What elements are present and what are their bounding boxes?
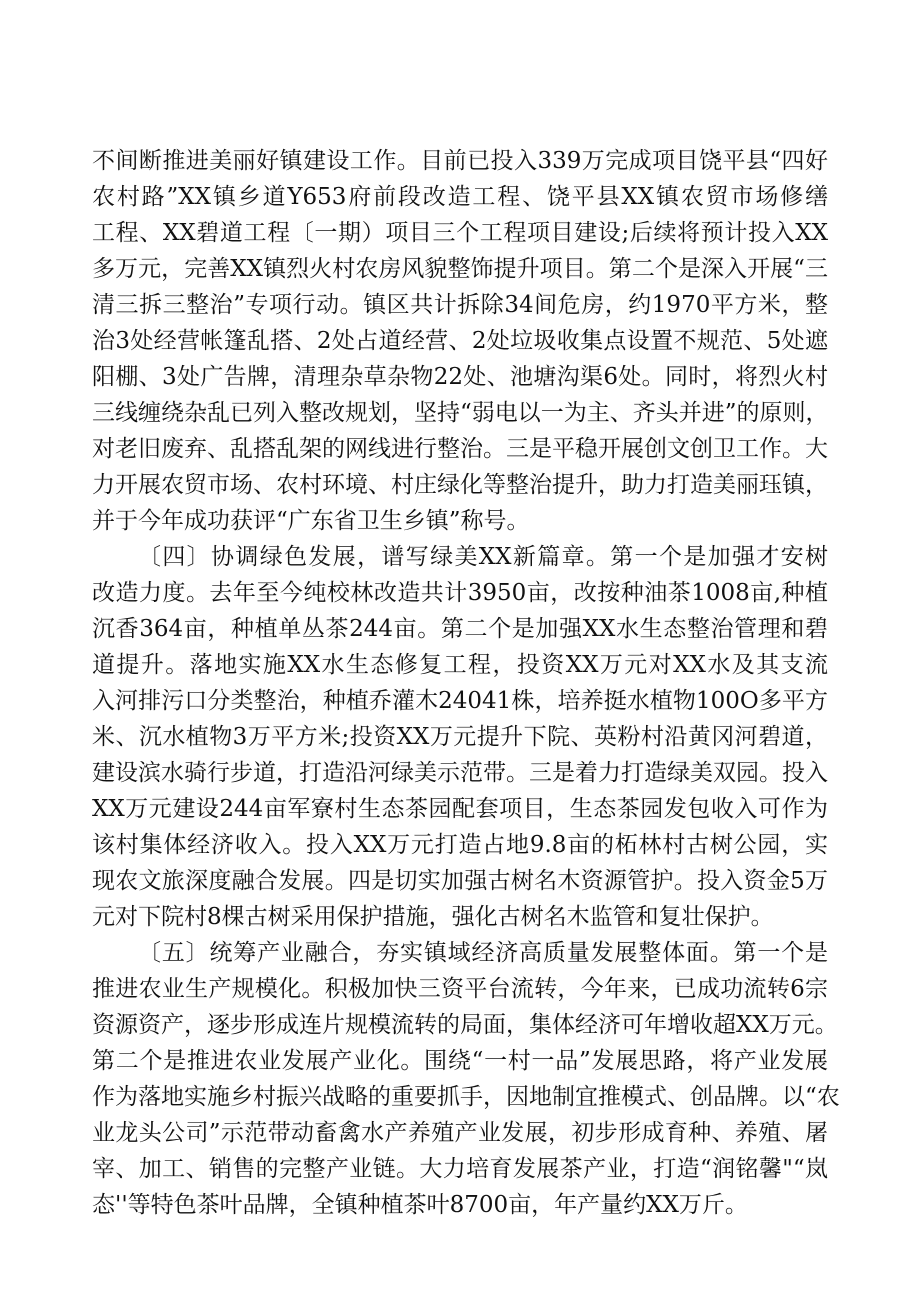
text-line: XX万元建设244亩军寮村生态茶园配套项目，生态茶园发包收入可作为 xyxy=(92,796,828,822)
text-line: 多万元，完善XX镇烈火村农房风貌整饰提升项目。第二个是深入开展“三 xyxy=(92,256,828,282)
text-line: 阳棚、3处广告牌，清理杂草杂物22处、池塘沟渠6处。同时，将烈火村 xyxy=(92,364,828,390)
text-line: 清三拆三整治”专项行动。镇区共计拆除34间危房，约1970平方米，整 xyxy=(92,292,828,318)
text-line: 元对下院村8棵古树采用保护措施，强化古树名木监管和复壮保护。 xyxy=(92,904,774,930)
text-line: 第二个是推进农业发展产业化。围绕“一村一品”发展思路，将产业发展 xyxy=(92,1048,828,1074)
text-line: 对老旧废弃、乱搭乱架的网线进行整治。三是平稳开展创文创卫工作。大 xyxy=(92,436,828,462)
text-line: 业龙头公司”示范带动畜禽水产养殖产业发展，初步形成育种、养殖、屠 xyxy=(92,1120,828,1146)
document-body xyxy=(92,143,840,1223)
text-line: 并于今年成功获评“广东省卫生乡镇”称号。 xyxy=(92,508,530,534)
text-line: 资源资产，逐步形成连片规模流转的局面，集体经济可年增收超XX万元。 xyxy=(92,1012,838,1038)
text-line: 治3处经营帐篷乱搭、2处占道经营、2处垃圾收集点设置不规范、5处遮 xyxy=(92,328,828,354)
text-line: 农村路”XX镇乡道Y653府前段改造工程、饶平县XX镇农贸市场修缮 xyxy=(92,184,828,210)
text-line: 不间断推进美丽好镇建设工作。目前已投入339万完成项目饶平县“四好 xyxy=(92,148,828,174)
paragraph-2 xyxy=(92,539,828,935)
text-line: 作为落地实施乡村振兴战略的重要抓手，因地制宜推模式、创品牌。以“农 xyxy=(92,1084,840,1110)
text-line: 该村集体经济收入。投入XX万元打造占地9.8亩的柘林村古树公园，实 xyxy=(92,832,828,858)
text-line: 现农文旅深度融合发展。四是切实加强古树名木资源管护。投入资金5万 xyxy=(92,868,828,894)
text-line: 推进农业生产规模化。积极加快三资平台流转，今年来，已成功流转6宗 xyxy=(92,976,828,1002)
text-line: 〔五〕统筹产业融合，夯实镇域经济高质量发展整体面。第一个是 xyxy=(138,940,828,966)
text-line: 建设滨水骑行步道，打造沿河绿美示范带。三是着力打造绿美双园。投入 xyxy=(92,760,828,786)
text-line: 道提升。落地实施XX水生态修复工程，投资XX万元对XX水及其支流 xyxy=(92,652,828,678)
text-line: 改造力度。去年至今纯校林改造共计3950亩，改按种油茶1008亩,种植 xyxy=(92,580,828,606)
text-line: 〔四〕协调绿色发展，谱写绿美XX新篇章。第一个是加强才安树 xyxy=(138,544,828,570)
text-line: 沉香364亩，种植单丛茶244亩。第二个是加强XX水生态整治管理和碧 xyxy=(92,616,828,642)
text-line: 工程、XX碧道工程〔一期）项目三个工程项目建设;后续将预计投入XX xyxy=(92,220,828,246)
text-line: 宰、加工、销售的完整产业链。大力培育发展茶产业，打造“润铭馨"“岚 xyxy=(92,1156,828,1182)
text-line: 态''等特色茶叶品牌，全镇种植茶叶8700亩，年产量约XX万斤。 xyxy=(92,1192,748,1218)
paragraph-1 xyxy=(92,143,828,539)
text-line: 米、沉水植物3万平方米;投资XX万元提升下院、英粉村沿黄冈河碧道， xyxy=(92,724,828,750)
text-line: 力开展农贸市场、农村环境、村庄绿化等整治提升，助力打造美丽珏镇， xyxy=(92,472,828,498)
paragraph-3 xyxy=(92,935,840,1223)
text-line: 入河排污口分类整治，种植乔灌木24041株，培养挺水植物100O多平方 xyxy=(92,688,828,714)
text-line: 三线缠绕杂乱已列入整改规划，坚持“弱电以一为主、齐头并进”的原则， xyxy=(92,400,829,426)
